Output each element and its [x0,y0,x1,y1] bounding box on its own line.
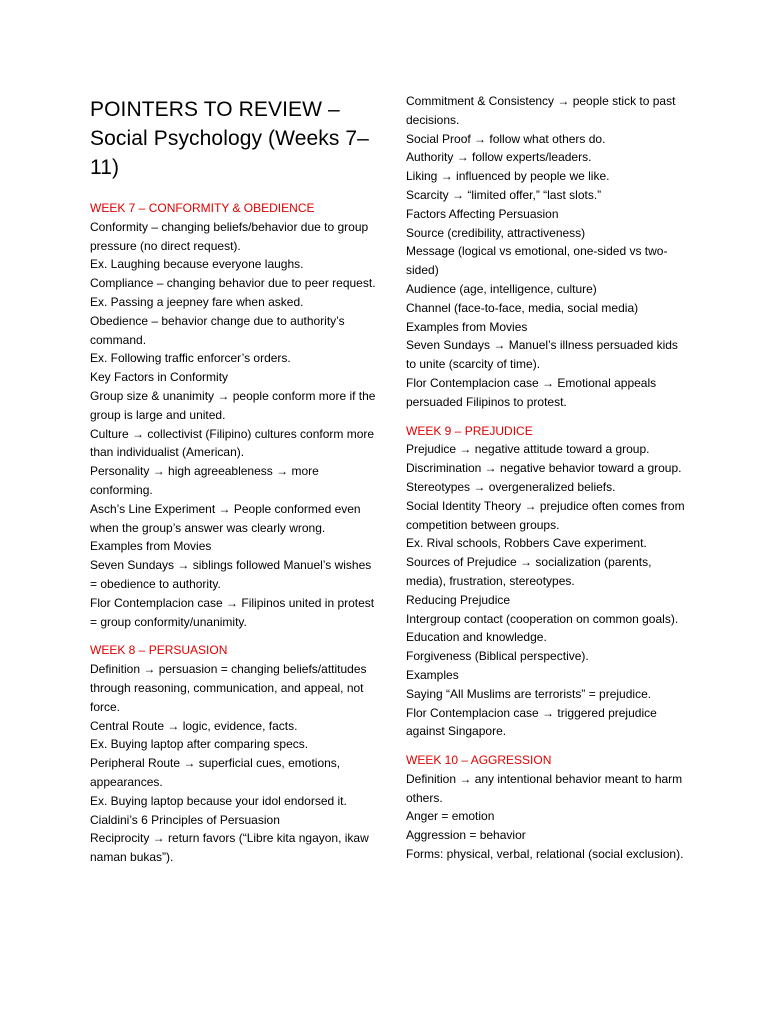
text-line: Cialdini’s 6 Principles of Persuasion [90,812,280,827]
section-gap [90,631,378,641]
text-line: Ex. Buying laptop after comparing specs. [90,737,309,752]
text-line: Seven Sundays → Manuel’s illness persuaded kids to unite (scarcity of time). [406,338,678,372]
section-week-7 [90,199,378,631]
text-line: Obedience – behavior change due to authority’s command. [90,313,345,347]
section-heading-week-9: WEEK 9 – PREJUDICE [406,423,533,438]
text-line: Factors Affecting Persuasion [406,206,559,221]
text-line: Scarcity → “limited offer,” “last slots.” [406,187,602,202]
text-line: Flor Contemplacion case → Emotional appeals persuaded Filipinos to protest. [406,375,657,409]
text-line: Definition → any intentional behavior meant to harm others. [406,771,683,805]
section-gap [406,412,688,422]
text-line: Asch’s Line Experiment → People conformed even when the group’s answer was clearly wrong. [90,501,361,535]
text-line: Examples from Movies [406,319,528,334]
text-line: Audience (age, intelligence, culture) [406,281,597,296]
text-line: Flor Contemplacion case → Filipinos united in protest = group conformity/unanimity. [90,595,375,629]
left-column [90,95,378,867]
text-line: Sources of Prejudice → socialization (parents, media), frustration, stereotypes. [406,555,652,588]
text-line: Central Route → logic, evidence, facts. [90,718,298,733]
text-line: Stereotypes → overgeneralized beliefs. [406,479,616,494]
text-line: Reducing Prejudice [406,592,511,607]
text-line: Saying “All Muslims are terrorists” = prejudice. [406,686,652,701]
text-line: Intergroup contact (cooperation on common goals). [406,611,679,626]
text-line: Personality → high agreeableness → more conforming. [90,464,319,497]
text-line: Seven Sundays → siblings followed Manuel’s wishes = obedience to authority. [90,558,372,591]
text-line: Discrimination → negative behavior toward a group. [406,461,682,476]
section-heading-week-8: WEEK 8 – PERSUASION [90,643,228,658]
text-line: Source (credibility, attractiveness) [406,225,586,240]
text-line: Aggression = behavior [406,828,526,843]
section-gap [406,741,688,751]
text-line: Ex. Buying laptop because your idol endorsed it. [90,793,347,808]
text-line: Conformity – changing beliefs/behavior due to group pressure (no direct request). [90,219,369,253]
text-line: Key Factors in Conformity [90,370,229,385]
text-line: Ex. Rival schools, Robbers Cave experiment. [406,536,647,551]
text-line: Compliance – changing behavior due to peer request. [90,276,376,291]
text-line: Message (logical vs emotional, one-sided vs two-sided) [406,244,668,278]
text-line: Education and knowledge. [406,630,547,645]
text-line: Flor Contemplacion case → triggered prejudice against Singapore. [406,705,657,739]
text-line: Authority → follow experts/leaders. [406,150,592,165]
text-line: Ex. Following traffic enforcer’s orders. [90,351,291,366]
text-line: Social Proof → follow what others do. [406,131,606,146]
text-line: Definition → persuasion = changing beliefs/attitudes through reasoning, communication, and appeal, not force. [90,662,367,714]
section-week-9 [406,422,688,742]
text-line: Social Identity Theory → prejudice often comes from competition between groups. [406,498,685,532]
text-line: Channel (face-to-face, media, social media) [406,300,639,315]
text-line: Ex. Laughing because everyone laughs. [90,257,304,272]
text-line: Ex. Passing a jeepney fare when asked. [90,294,304,309]
section-heading-week-10: WEEK 10 – AGGRESSION [406,753,552,768]
text-line: Commitment & Consistency → people stick to past decisions. [406,94,676,127]
section-heading-week-7: WEEK 7 – CONFORMITY & OBEDIENCE [90,201,315,215]
section-week-8-continued [406,92,688,412]
text-line: Peripheral Route → superficial cues, emotions, appearances. [90,756,341,789]
section-week-8 [90,641,378,867]
text-line: Reciprocity → return favors (“Libre kita ngayon, ikaw naman bukas”). [90,831,369,865]
right-column [406,92,688,864]
text-line: Anger = emotion [406,809,495,824]
text-line: Group size & unanimity → people conform more if the group is large and united. [90,388,376,422]
text-line: Forms: physical, verbal, relational (social exclusion). [406,847,684,862]
document-title: POINTERS TO REVIEW – Social Psychology (Weeks 7–11) [90,98,369,179]
text-line: Prejudice → negative attitude toward a group. [406,442,650,457]
text-line: Forgiveness (Biblical perspective). [406,649,589,664]
text-line: Examples from Movies [90,539,212,554]
text-line: Liking → influenced by people we like. [406,169,610,184]
text-line: Culture → collectivist (Filipino) cultures conform more than individualist (American). [90,426,375,460]
section-week-10 [406,751,688,864]
text-line: Examples [406,667,459,682]
